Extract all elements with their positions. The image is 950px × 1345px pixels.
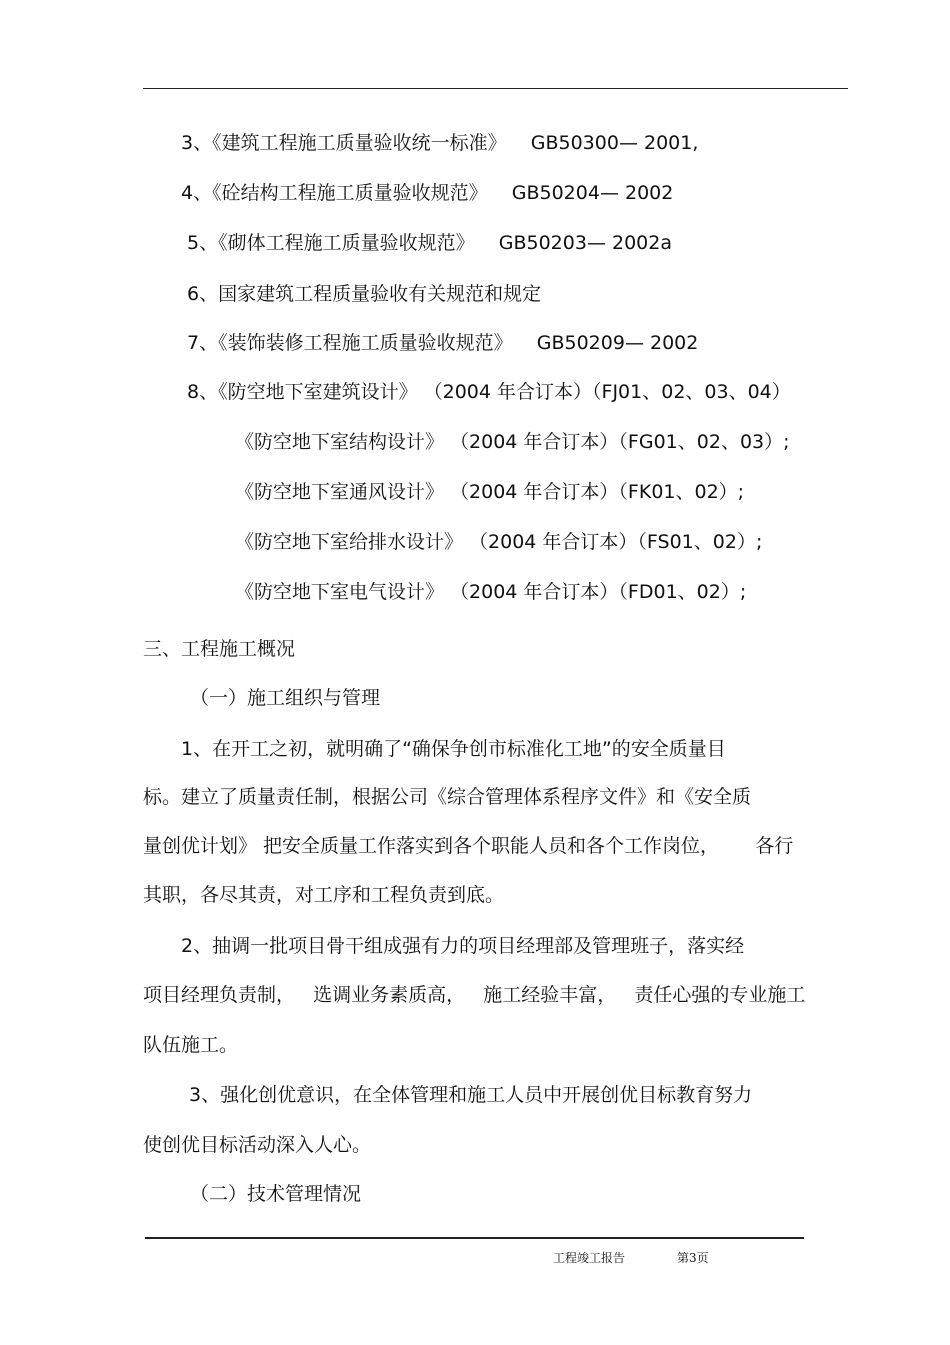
paragraph-1-line-2: 标。建立了质量责任制，根据公司《综合管理体系程序文件》和《安全质 bbox=[143, 786, 752, 808]
paragraph-1-line-1: 1、在开工之初，就明确了“确保争创市标准化工地”的安全质量目 bbox=[181, 738, 726, 760]
paragraph-2-line-1: 2、抽调一批项目骨干组成强有力的项目经理部及管理班子，落实经 bbox=[181, 935, 745, 957]
paragraph-1-line-3: 量创优计划》 把安全质量工作落实到各个职能人员和各个工作岗位， 各行 bbox=[143, 835, 794, 857]
paragraph-3-line-2: 使创优目标活动深入人心。 bbox=[143, 1134, 372, 1156]
reference-item-5: 5、《砌体工程施工质量验收规范》 GB50203— 2002a bbox=[187, 232, 672, 254]
footer-page-number: 第3页 bbox=[677, 1251, 709, 1265]
reference-subitem-electrical: 《防空地下室电气设计》 （2004 年合订本）（FD01、02）; bbox=[235, 581, 747, 603]
reference-subitem-drainage: 《防空地下室给排水设计》 （2004 年合订本）（FS01、02）; bbox=[235, 531, 763, 553]
reference-subitem-structure: 《防空地下室结构设计》 （2004 年合订本）（FG01、02、03）; bbox=[235, 431, 790, 453]
subsection-title-organization: （一）施工组织与管理 bbox=[190, 687, 381, 709]
reference-subitem-ventilation: 《防空地下室通风设计》 （2004 年合订本）（FK01、02）; bbox=[235, 481, 745, 503]
reference-item-7: 7、《装饰装修工程施工质量验收规范》 GB50209— 2002 bbox=[187, 332, 699, 354]
paragraph-2-line-2: 项目经理负责制， 选调业务素质高， 施工经验丰富， 责任心强的专业施工 bbox=[143, 984, 806, 1006]
footer-report-title: 工程竣工报告 bbox=[553, 1251, 626, 1265]
reference-item-4: 4、《砼结构工程施工质量验收规范》 GB50204— 2002 bbox=[181, 182, 674, 204]
subsection-title-technical: （二）技术管理情况 bbox=[190, 1183, 362, 1205]
paragraph-3-line-1: 3、强化创优意识，在全体管理和施工人员中开展创优目标教育努力 bbox=[189, 1084, 753, 1106]
reference-item-3: 3、《建筑工程施工质量验收统一标准》 GB50300— 2001, bbox=[181, 132, 699, 154]
reference-item-8: 8、《防空地下室建筑设计》 （2004 年合订本）（FJ01、02、03、04） bbox=[187, 381, 791, 403]
header-rule bbox=[143, 88, 848, 89]
section-title: 三、工程施工概况 bbox=[143, 638, 296, 660]
footer-rule bbox=[145, 1237, 804, 1239]
paragraph-1-line-4: 其职，各尽其责，对工序和工程负责到底。 bbox=[143, 884, 505, 906]
paragraph-2-line-3: 队伍施工。 bbox=[143, 1034, 239, 1056]
reference-item-6: 6、国家建筑工程质量验收有关规范和规定 bbox=[187, 283, 542, 305]
